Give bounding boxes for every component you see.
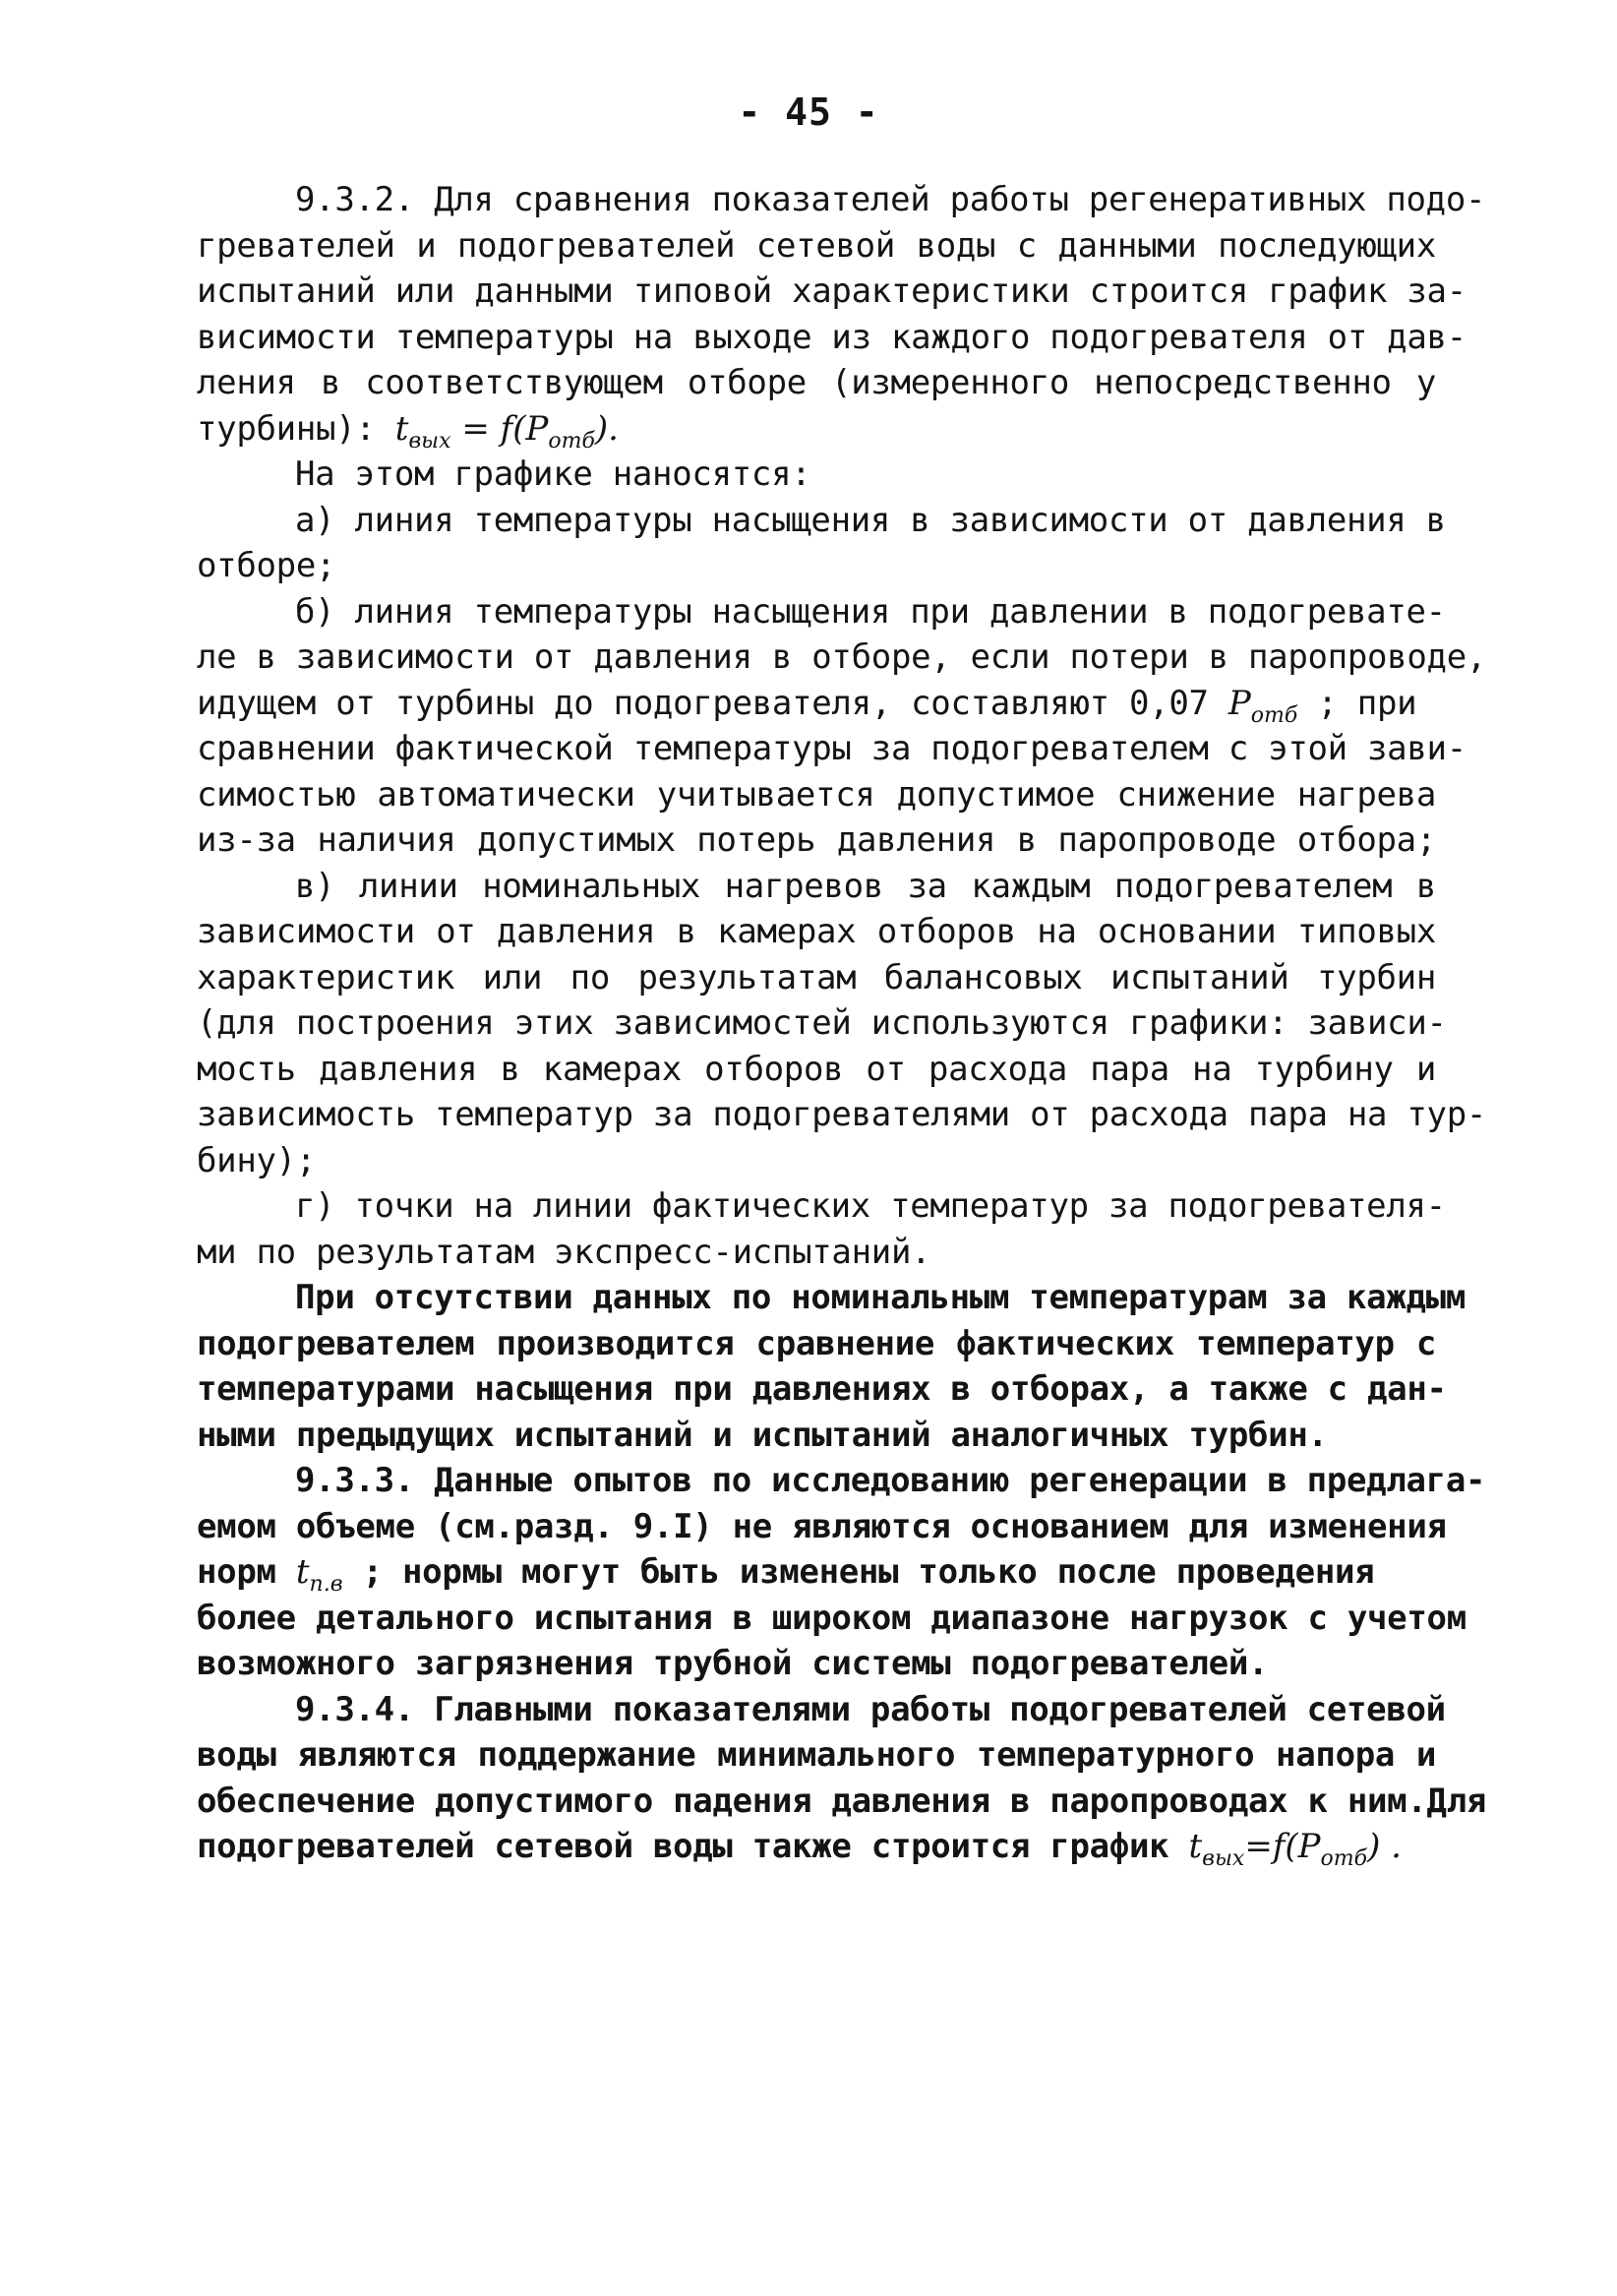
text-fragment: подогревателей сетевой воды также строится график xyxy=(197,1827,1189,1866)
text-line: сравнении фактической температуры за подогревателем с этой зави- xyxy=(197,729,1467,768)
text-line: зависимость температур за подогревателями от расхода пара на тур- xyxy=(197,1095,1487,1134)
text-line: обеспечение допустимого падения давления в паропроводах к ним.Для xyxy=(197,1781,1487,1821)
formula-eq: = xyxy=(1244,1827,1273,1866)
page-number: - 45 - xyxy=(738,91,879,134)
formula-t: t xyxy=(1188,1827,1203,1866)
formula-p-otb xyxy=(1228,683,1298,728)
text-line: из-за наличия допустимых потерь давления в паропроводе отбора; xyxy=(197,820,1436,860)
formula-p: P xyxy=(1228,683,1251,723)
text-line: температурами насыщения при давлениях в отборах, а также с дан- xyxy=(197,1369,1447,1409)
text-line: в) линии номинальных нагревов за каждым подогревателем в xyxy=(295,866,1436,906)
text-line: испытаний или данными типовой характеристики строится график за- xyxy=(197,272,1467,311)
text-line: (для построения этих зависимостей используются графики: зависи- xyxy=(197,1003,1447,1043)
formula-subscript: отб xyxy=(1250,702,1298,728)
text-fragment: ; при xyxy=(1297,683,1417,723)
formula-f: f(P xyxy=(500,408,549,449)
text-line: 9.3.2. Для сравнения показателей работы регенеративных подо- xyxy=(295,180,1486,219)
formula-t: t xyxy=(295,1552,310,1592)
formula-close: ). xyxy=(594,408,619,449)
formula-t-out-of-p-2 xyxy=(1188,1827,1402,1871)
text-line: подогревателем производится сравнение фактических температур с xyxy=(197,1323,1436,1363)
text-line: емом объеме (см.разд. 9.I) не являются основанием для изменения xyxy=(197,1506,1447,1546)
formula-t-nv xyxy=(295,1552,343,1597)
formula-subscript: п.в xyxy=(309,1572,343,1597)
text-line xyxy=(197,406,1436,453)
text-line: б) линия температуры насыщения при давлении в подогревате- xyxy=(295,591,1446,632)
formula-subscript: вых xyxy=(408,428,451,453)
text-line: 9.3.4. Главными показателями работы подогревателей сетевой xyxy=(295,1689,1446,1729)
text-fragment: турбины): xyxy=(197,408,395,449)
text-line: мость давления в камерах отборов от расхода пара на турбину и xyxy=(197,1049,1436,1089)
text-line: отборе; xyxy=(197,546,336,585)
formula-t-out-of-p xyxy=(394,408,619,453)
text-line: ми по результатам экспресс-испытаний. xyxy=(197,1232,931,1272)
text-line xyxy=(197,1549,1436,1596)
text-line: ления в соответствующем отборе (измеренного непосредственно у xyxy=(197,363,1436,402)
text-line xyxy=(197,1824,1436,1870)
text-line: а) линия температуры насыщения в зависимости от давления в xyxy=(295,500,1446,540)
formula-eq: = xyxy=(450,408,501,449)
formula-subscript: вых xyxy=(1202,1846,1245,1871)
text-line: На этом графике наносятся: xyxy=(295,454,811,494)
text-line: г) точки на линии фактических температур за подогревателя- xyxy=(295,1186,1446,1226)
text-line: характеристик или по результатам балансовых испытаний турбин xyxy=(197,957,1436,997)
text-fragment: идущем от турбины до подогревателя, составляют 0,07 xyxy=(197,683,1228,723)
text-line: более детального испытания в широком диапазоне нагрузок с учетом xyxy=(197,1598,1467,1638)
formula-subscript: отб xyxy=(1320,1846,1368,1871)
formula-close: ) . xyxy=(1367,1827,1402,1866)
text-line: ле в зависимости от давления в отборе, если потери в паропроводе, xyxy=(197,637,1487,677)
text-fragment: ; нормы могут быть изменены только после проведения xyxy=(342,1552,1375,1592)
text-fragment: норм xyxy=(197,1552,296,1592)
text-line: ными предыдущих испытаний и испытаний аналогичных турбин. xyxy=(197,1415,1328,1455)
text-line: воды являются поддержание минимального температурного напора и xyxy=(197,1735,1436,1775)
text-line: симостью автоматически учитывается допустимое снижение нагрева xyxy=(197,774,1436,815)
text-line: бину); xyxy=(197,1140,317,1180)
body-text xyxy=(197,177,1487,1871)
formula-subscript: отб xyxy=(548,428,595,453)
text-line xyxy=(197,681,1436,727)
text-line: При отсутствии данных по номинальным температурам за каждым xyxy=(295,1278,1467,1317)
text-line: 9.3.3. Данные опытов по исследованию регенерации в предлага- xyxy=(295,1461,1486,1500)
formula-t: t xyxy=(394,408,409,449)
text-line: зависимости от давления в камерах отборов на основании типовых xyxy=(197,912,1436,951)
text-line: висимости температуры на выходе из каждого подогревателя от дав- xyxy=(197,317,1467,357)
text-line: возможного загрязнения трубной системы подогревателей. xyxy=(197,1644,1269,1683)
text-line: гревателей и подогревателей сетевой воды с данными последующих xyxy=(197,225,1436,266)
formula-f: f(P xyxy=(1272,1827,1321,1866)
